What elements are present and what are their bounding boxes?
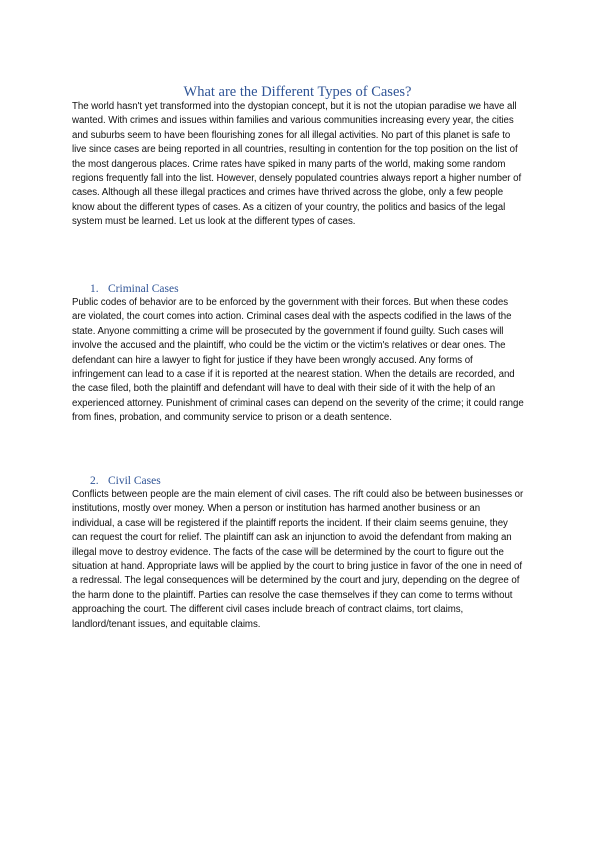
section-heading-label: Civil Cases: [108, 475, 161, 487]
document-title: What are the Different Types of Cases?: [183, 84, 412, 100]
section-number: 1.: [90, 283, 99, 295]
section-number: 2.: [90, 475, 99, 487]
section-heading-criminal-cases: [90, 282, 179, 296]
section-body-civil-cases: Conflicts between people are the main element of civil cases. The rift could also be between businesses or institutions, mostly over money. When a person or institution has harmed another business or an individual, a case will be registered if the plaintiff reports the incident. If their claim seems genuine, they can request the court for relief. The plaintiff can ask an injunction to avoid the defendant from making an illegal move to destroy evidence. The facts of the case will be determined by the court to figure out the situation at hand. Appropriate laws will be applied by the court to bring justice in favor of the one in need of a redressal. The legal consequences will be determined by the court and jury, depending on the degree of the harm done to the plaintiff. Parties can resolve the case themselves if they can come to terms without approaching the court. The different civil cases include breach of contract claims, tort claims, landlord/tenant issues, and equitable claims.: [72, 489, 524, 630]
section-heading-civil-cases: [90, 474, 161, 488]
section-heading-label: Criminal Cases: [108, 283, 179, 295]
section-body-criminal-cases: Public codes of behavior are to be enforced by the government with their forces. But when these codes are violated, the court comes into action. Criminal cases deal with the aspects codified in the laws of the state. Anyone committing a crime will be prosecuted by the government if found guilty. Such cases will involve the accused and the plaintiff, who could be the victim or the victim's relatives or dear ones. The defendant can hire a lawyer to fight for justice if they have been wrongly accused. Any forms of infringement can lead to a case if it is reported at the nearest station. When the details are recorded, and the case filed, both the plaintiff and defendant will have to deal with their side of it with the help of an experienced attorney. Punishment of criminal cases can depend on the severity of the crime; it could range from fines, probation, and community service to prison or a death sentence.: [72, 297, 524, 424]
intro-paragraph: The world hasn't yet transformed into the dystopian concept, but it is not the utopian paradise we have all wanted. With crimes and issues within families and various communities increasing every year, the cities and suburbs seem to have been flourishing zones for all illegal activities. No part of this planet is safe to live since cases are being reported in all countries, resulting in contention for the top position on the list of the most dangerous places. Crime rates have spiked in many parts of the world, making some random regions frequently fall into the list. However, densely populated countries always report a higher number of cases. Although all these illegal practices and crimes have thrived across the globe, only a few people know about the different types of cases. As a citizen of your country, the politics and basics of the legal system must be learned. Let us look at the different types of cases.: [72, 101, 522, 228]
